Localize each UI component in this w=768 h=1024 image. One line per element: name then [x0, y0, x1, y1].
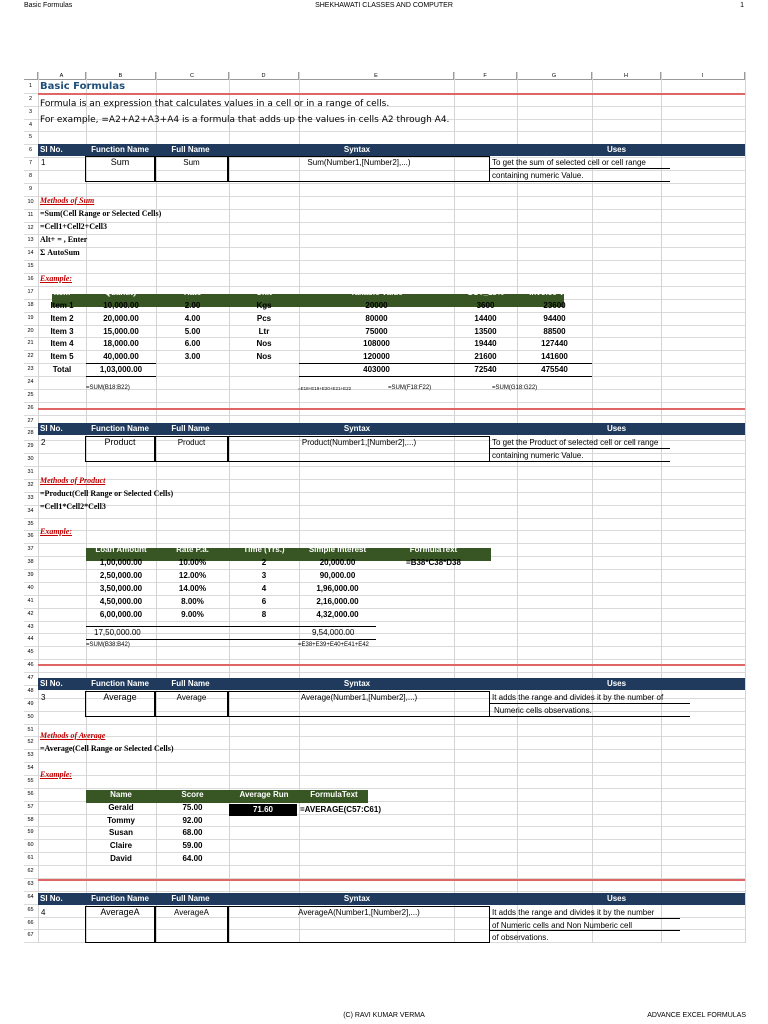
row-gridline — [24, 518, 745, 519]
row-gridline — [24, 505, 745, 506]
row-number: 21 — [27, 340, 34, 347]
sum-table-cell: 20000 — [365, 300, 388, 310]
fname-header: Function Name — [91, 145, 149, 154]
row-gridline — [24, 402, 745, 403]
sum-table-cell: 40,000.00 — [103, 352, 139, 362]
average-header-band — [38, 678, 745, 690]
row-number: 38 — [27, 559, 34, 566]
sum-uses-2: containing numeric Value. — [492, 171, 584, 180]
intro-line-1: Formula is an expression that calculates values in a cell or in a range of cells. — [40, 99, 390, 109]
product-table-cell: 90,000.00 — [319, 571, 356, 581]
average-table-cell: 64.00 — [182, 854, 203, 864]
row-number: 37 — [27, 546, 34, 553]
row-number: 18 — [27, 301, 34, 308]
row-number: 67 — [27, 932, 34, 939]
sum-syntax: Sum(Number1,[Number2],...) — [307, 158, 411, 167]
row-number: 1 — [28, 83, 33, 89]
sum-header-cell: Item — [53, 287, 71, 297]
averagea-syntax: AverageA(Number1,[Number2],...) — [298, 908, 420, 917]
corner-cell — [24, 72, 38, 80]
product-header-cell: Simple Interest — [308, 545, 367, 555]
row-number: 23 — [27, 366, 34, 373]
row-number: 59 — [27, 829, 34, 836]
row-number: 8 — [28, 173, 33, 180]
sum-table-cell: 20,000.00 — [103, 313, 139, 323]
sum-method-4: Σ AutoSum — [40, 248, 80, 257]
row-number: 14 — [27, 250, 34, 257]
product-total-b: 17,50,000.00 — [94, 628, 141, 637]
sum-table-cell: 4.00 — [184, 313, 201, 323]
sum-header-cell: Taxable Value — [350, 287, 403, 297]
sum-header-cell: Invoice Value — [529, 287, 580, 297]
row-number: 34 — [27, 507, 34, 514]
average-table-cell: 75.00 — [182, 802, 203, 812]
sum-formula-g: =SUM(G18:G22) — [492, 385, 538, 391]
product-full: Product — [177, 438, 206, 447]
row-number: 4 — [28, 121, 33, 128]
product-header-cell: Rate P.a. — [176, 545, 209, 555]
averagea-uses-2: of Numeric cells and Non Numberic cell — [492, 921, 633, 930]
sum-header-band — [38, 144, 745, 156]
row-number: 60 — [27, 842, 34, 849]
row-number: 2 — [28, 95, 33, 102]
row-number: 55 — [27, 777, 34, 784]
row-number: 24 — [27, 379, 34, 385]
averagea-uses-1: It adds the range and divides it by the number — [492, 908, 655, 917]
fname-header: Function Name — [91, 424, 149, 433]
row-number: 52 — [27, 739, 34, 746]
sum-table-cell: 19440 — [474, 339, 497, 349]
column-header-e: E — [299, 72, 454, 80]
sum-table-cell: Item 4 — [50, 339, 74, 349]
row-gridline — [24, 672, 745, 673]
fullname-header: Full Name — [171, 679, 210, 688]
sum-total-line — [299, 376, 454, 377]
row-number: 58 — [27, 816, 34, 823]
average-table-cell: David — [110, 854, 132, 864]
uses-header: Uses — [606, 145, 627, 154]
column-gridline — [745, 72, 746, 943]
fullname-header: Full Name — [171, 424, 210, 433]
product-example-label: Example: — [40, 527, 72, 536]
row-number: 44 — [27, 636, 34, 643]
sum-total-cell: 72540 — [474, 365, 497, 375]
sino-header: SI No. — [40, 894, 63, 903]
row-number: 49 — [27, 700, 34, 707]
product-formula-e: =E38+E39+E40+E41+E42 — [298, 642, 369, 648]
row-gridline — [24, 865, 745, 866]
sum-table-cell: 15,000.00 — [103, 326, 139, 336]
sum-method-2: =Cell1+Cell2+Cell3 — [40, 222, 107, 231]
sum-total-line — [517, 363, 592, 364]
sum-total-line — [454, 376, 517, 377]
sum-table-cell: Item 5 — [50, 352, 74, 362]
column-gridline — [517, 72, 518, 943]
row-gridline — [24, 530, 745, 531]
product-uses-1: To get the Product of selected cell or cell range — [492, 438, 659, 447]
uses-header: Uses — [606, 424, 627, 433]
sum-example-label: Example: — [40, 274, 72, 283]
sum-table-cell: Item 1 — [50, 300, 74, 310]
row-number: 13 — [27, 237, 34, 244]
sum-table-cell: 14400 — [474, 313, 497, 323]
row-number: 46 — [27, 662, 34, 669]
row-gridline — [24, 724, 745, 725]
row-number: 61 — [27, 855, 34, 862]
row-gridline — [24, 479, 745, 480]
average-table-cell: 59.00 — [182, 841, 203, 851]
fname-header: Function Name — [91, 894, 149, 903]
row-number: 22 — [27, 353, 34, 360]
footer-title: ADVANCE EXCEL FORMULAS — [647, 1012, 746, 1019]
syntax-header: Syntax — [343, 424, 371, 433]
column-gridline — [661, 72, 662, 943]
row-number: 3 — [28, 108, 33, 115]
column-gridline — [38, 72, 39, 943]
row-number: 6 — [28, 147, 33, 154]
sum-table-cell: 5.00 — [184, 326, 201, 336]
row-number: 35 — [27, 520, 34, 527]
product-uses-line-1 — [490, 448, 670, 449]
average-uses-line-2 — [490, 716, 690, 717]
product-table-cell: 9.00% — [181, 609, 204, 619]
sum-total-line — [517, 376, 592, 377]
sum-table-cell: 2.00 — [184, 300, 201, 310]
product-table-cell: 2 — [261, 558, 267, 568]
row-number: 45 — [27, 649, 34, 656]
row-number: 33 — [27, 494, 34, 501]
product-table-cell: 3,50,000.00 — [99, 583, 143, 593]
sum-no: 1 — [41, 158, 46, 167]
sum-total-line — [299, 363, 454, 364]
product-total-e: 9,54,000.00 — [312, 628, 355, 637]
column-header-i: I — [661, 72, 745, 80]
sum-table-cell: 18,000.00 — [103, 339, 139, 349]
average-table-cell: Tommy — [107, 815, 135, 825]
row-gridline — [24, 260, 745, 261]
row-number: 25 — [27, 391, 34, 398]
sum-table-cell: 23600 — [543, 300, 566, 310]
sum-uses-1: To get the sum of selected cell or cell range — [492, 158, 646, 167]
average-uses-2: Numeric cells observations. — [494, 706, 592, 715]
column-header-g: G — [517, 72, 592, 80]
average-example-label: Example: — [40, 770, 72, 779]
fullname-header: Full Name — [171, 894, 210, 903]
row-number: 29 — [27, 443, 34, 450]
row-number: 27 — [27, 417, 34, 424]
sum-table-cell: Nos — [256, 352, 272, 362]
product-syntax: Product(Number1,[Number2],...) — [301, 438, 417, 447]
product-methods-title: Methods of Product — [40, 476, 106, 485]
average-result: 71.60 — [229, 804, 297, 816]
row-number: 66 — [27, 919, 34, 926]
syntax-header: Syntax — [343, 679, 371, 688]
averagea-uses-line-2 — [490, 930, 680, 931]
row-number: 65 — [27, 906, 34, 913]
sino-header: SI No. — [40, 424, 63, 433]
sum-header-cell: Quantity — [104, 287, 138, 297]
product-header-cell: Loan Amount — [95, 545, 147, 555]
footer-copyright: (C) RAVI KUMAR VERMA — [343, 1012, 425, 1019]
row-gridline — [24, 196, 745, 197]
average-full: Average — [176, 693, 207, 702]
sum-total-cell: 1,03,000.00 — [99, 365, 143, 375]
product-table-cell: 4,50,000.00 — [99, 596, 143, 606]
row-number: 32 — [27, 481, 34, 488]
sum-total-cell: 403000 — [363, 365, 390, 375]
sum-total-cell: Total — [52, 365, 72, 375]
row-number: 48 — [27, 687, 34, 694]
product-header-cell: Time (Yrs.) — [243, 545, 285, 555]
sum-table-cell: 141600 — [541, 352, 568, 362]
product-table-cell: 1,00,000.00 — [99, 558, 143, 568]
sum-table-cell: 88500 — [543, 326, 566, 336]
row-number: 20 — [27, 327, 34, 334]
row-number: 63 — [27, 880, 34, 887]
row-number: 43 — [27, 623, 34, 630]
sum-total-line — [454, 363, 517, 364]
average-uses-1: It adds the range and divides it by the number of — [492, 693, 664, 702]
row-number: 5 — [28, 134, 33, 141]
uses-header: Uses — [606, 894, 627, 903]
sum-table-cell: 80000 — [365, 313, 388, 323]
product-fname: Product — [104, 437, 136, 447]
row-gridline — [24, 659, 745, 660]
row-gridline — [24, 183, 745, 184]
average-syntax: Average(Number1,[Number2],...) — [300, 693, 418, 702]
product-method-2: =Cell1*Cell2*Cell3 — [40, 502, 106, 511]
averagea-uses-3: of observations. — [492, 933, 549, 942]
column-header-a: A — [38, 72, 86, 80]
sum-table-cell: Pcs — [256, 313, 272, 323]
sum-table-cell: 94400 — [543, 313, 566, 323]
sum-table-cell: Kgs — [256, 300, 272, 310]
fname-header: Function Name — [91, 679, 149, 688]
average-header-cell: Score — [181, 789, 204, 799]
product-formula-b: =SUM(B38:B42) — [86, 642, 130, 648]
column-gridline — [454, 72, 455, 943]
row-number: 51 — [27, 726, 34, 733]
average-no: 3 — [41, 693, 46, 702]
row-gridline — [24, 466, 745, 467]
average-header-cell: Name — [110, 789, 132, 799]
row-number: 12 — [27, 224, 34, 231]
product-table-cell: 8 — [261, 609, 267, 619]
row-number: 11 — [27, 211, 34, 218]
row-number: 30 — [27, 456, 34, 463]
sum-table-cell: 6.00 — [184, 339, 201, 349]
row-gridline — [24, 762, 745, 763]
page-header-left: Basic Formulas — [24, 2, 73, 9]
sum-table-cell: 21600 — [474, 352, 497, 362]
product-no: 2 — [41, 438, 46, 447]
row-number: 50 — [27, 713, 34, 720]
row-number: 56 — [27, 790, 34, 797]
average-methods-title: Methods of Average — [40, 731, 106, 740]
sum-table-cell: Item 3 — [50, 326, 74, 336]
sum-table-cell: 75000 — [365, 326, 388, 336]
spreadsheet — [24, 72, 745, 943]
row-gridline — [24, 131, 745, 132]
row-number: 64 — [27, 893, 34, 900]
sum-uses-line-2 — [490, 181, 670, 182]
sum-full: Sum — [183, 158, 200, 167]
sum-total-line — [86, 363, 156, 364]
product-table-cell: 6,00,000.00 — [99, 609, 143, 619]
row-number: 53 — [27, 752, 34, 759]
product-table-cell: 4,32,000.00 — [316, 609, 359, 619]
row-gridline — [24, 273, 745, 274]
product-table-cell: 3 — [261, 571, 267, 581]
intro-line-2: For example, =A2+A2+A3+A4 is a formula that adds up the values in cells A2 through A4. — [40, 115, 450, 125]
row-number: 28 — [27, 430, 34, 437]
averagea-fname: AverageA — [100, 907, 140, 917]
page-header-center: SHEKHAWATI CLASSES AND COMPUTER — [315, 2, 453, 9]
row-number: 47 — [27, 675, 34, 682]
sum-table-cell: 120000 — [363, 352, 390, 362]
row-number: 41 — [27, 597, 34, 604]
page-number: 1 — [740, 2, 744, 9]
average-table-cell: 92.00 — [182, 815, 203, 825]
sum-table-cell: 108000 — [363, 339, 390, 349]
sum-table-cell: Nos — [256, 339, 272, 349]
sum-methods-title: Methods of Sum — [40, 196, 95, 205]
column-header-c: C — [156, 72, 229, 80]
average-method-1: =Average(Cell Range or Selected Cells) — [40, 744, 174, 753]
row-number: 57 — [27, 803, 34, 810]
sum-table-cell: Ltr — [258, 326, 270, 336]
average-table-cell: Gerald — [108, 802, 134, 812]
sheet-title: Basic Formulas — [40, 81, 126, 92]
row-gridline — [24, 389, 745, 390]
sum-formula-e: =E18+E19+E20+E21+E22 — [298, 386, 352, 391]
column-gridline — [592, 72, 593, 943]
product-header-cell: FormulaText — [409, 545, 458, 555]
syntax-header: Syntax — [343, 145, 371, 154]
row-number: 15 — [27, 263, 34, 270]
sum-total-line — [86, 376, 156, 377]
product-method-1: =Product(Cell Range or Selected Cells) — [40, 489, 174, 498]
row-number: 16 — [27, 276, 34, 283]
sum-method-1: =Sum(Cell Range or Selected Cells) — [40, 209, 162, 218]
averagea-full: AverageA — [174, 908, 209, 917]
average-table-cell: 68.00 — [182, 828, 203, 838]
column-header-d: D — [229, 72, 299, 80]
row-gridline — [24, 736, 745, 737]
product-table-cell: 14.00% — [178, 583, 207, 593]
sum-table-cell: 13500 — [474, 326, 497, 336]
product-uses-2: containing numeric Value. — [492, 451, 584, 460]
section-divider-2 — [38, 664, 745, 666]
fullname-header: Full Name — [171, 145, 210, 154]
sum-table-cell: Item 2 — [50, 313, 74, 323]
row-number: 9 — [28, 185, 33, 192]
uses-header: Uses — [606, 679, 627, 688]
row-number: 31 — [27, 469, 34, 476]
row-gridline — [24, 775, 745, 776]
sum-table-cell: 3.00 — [184, 352, 201, 362]
average-header-cell: FormulaText — [310, 789, 358, 799]
row-gridline — [24, 247, 745, 248]
average-fname: Average — [103, 692, 137, 702]
average-uses-line-1 — [490, 703, 690, 704]
row-gridline — [24, 621, 745, 622]
row-number: 40 — [27, 584, 34, 591]
sum-header-cell: Rate — [183, 287, 202, 297]
product-table-cell: 1,96,000.00 — [316, 583, 359, 593]
product-table-cell: 20,000.00 — [319, 558, 356, 568]
row-number: 36 — [27, 533, 34, 540]
section-divider-1 — [38, 408, 745, 410]
row-number: 19 — [27, 314, 34, 321]
sum-uses-line-1 — [490, 168, 670, 169]
row-number: 62 — [27, 868, 34, 875]
average-header-cell: Average Run — [239, 789, 289, 799]
row-number: 26 — [27, 404, 34, 411]
sum-formula-b: =SUM(B18:B22) — [86, 385, 130, 391]
average-table-cell: Claire — [109, 841, 133, 851]
title-underline — [38, 93, 745, 95]
sum-table-cell: 127440 — [541, 339, 568, 349]
product-table-cell: 10.00% — [178, 558, 207, 568]
row-number: 17 — [27, 288, 34, 295]
column-header-f: F — [454, 72, 517, 80]
row-gridline — [24, 646, 745, 647]
sino-header: SI No. — [40, 145, 63, 154]
row-gridline — [24, 234, 745, 235]
row-number: 39 — [27, 572, 34, 579]
averagea-uses-line-1 — [490, 918, 680, 919]
sum-method-3: Alt+ = , Enter — [40, 235, 88, 244]
product-uses-line-2 — [490, 461, 670, 462]
sum-table-cell: 3600 — [476, 300, 495, 310]
sum-total-cell: 475540 — [541, 365, 568, 375]
row-number: 42 — [27, 610, 34, 617]
product-table-cell: =B38*C38*D38 — [406, 558, 461, 568]
averagea-header-band — [38, 893, 745, 905]
sum-formula-f: =SUM(F18:F22) — [388, 385, 432, 391]
product-table-cell: 6 — [261, 596, 267, 606]
product-header-band — [38, 423, 745, 435]
product-table-cell: 2,50,000.00 — [99, 571, 143, 581]
row-number: 7 — [28, 160, 33, 167]
product-table-cell: 12.00% — [178, 571, 207, 581]
column-header-b: B — [86, 72, 156, 80]
row-gridline — [24, 222, 745, 223]
sino-header: SI No. — [40, 679, 63, 688]
average-table-cell: Susan — [108, 828, 133, 838]
row-gridline — [24, 415, 745, 416]
sum-table-cell: 10,000.00 — [103, 300, 139, 310]
product-table-cell: 4 — [261, 583, 267, 593]
syntax-header: Syntax — [343, 894, 371, 903]
averagea-no: 4 — [41, 908, 46, 917]
row-number: 54 — [27, 765, 34, 772]
row-number: 10 — [27, 198, 34, 205]
sum-header-cell: GST_18% — [467, 287, 504, 297]
column-header-h: H — [592, 72, 661, 80]
sum-fname: Sum — [110, 157, 130, 167]
product-table-cell: 2,16,000.00 — [316, 596, 359, 606]
section-divider-3 — [38, 879, 745, 881]
sum-header-cell: Unit — [256, 287, 272, 297]
product-table-cell: 8.00% — [181, 596, 204, 606]
average-formula: =AVERAGE(C57:C61) — [300, 805, 381, 814]
